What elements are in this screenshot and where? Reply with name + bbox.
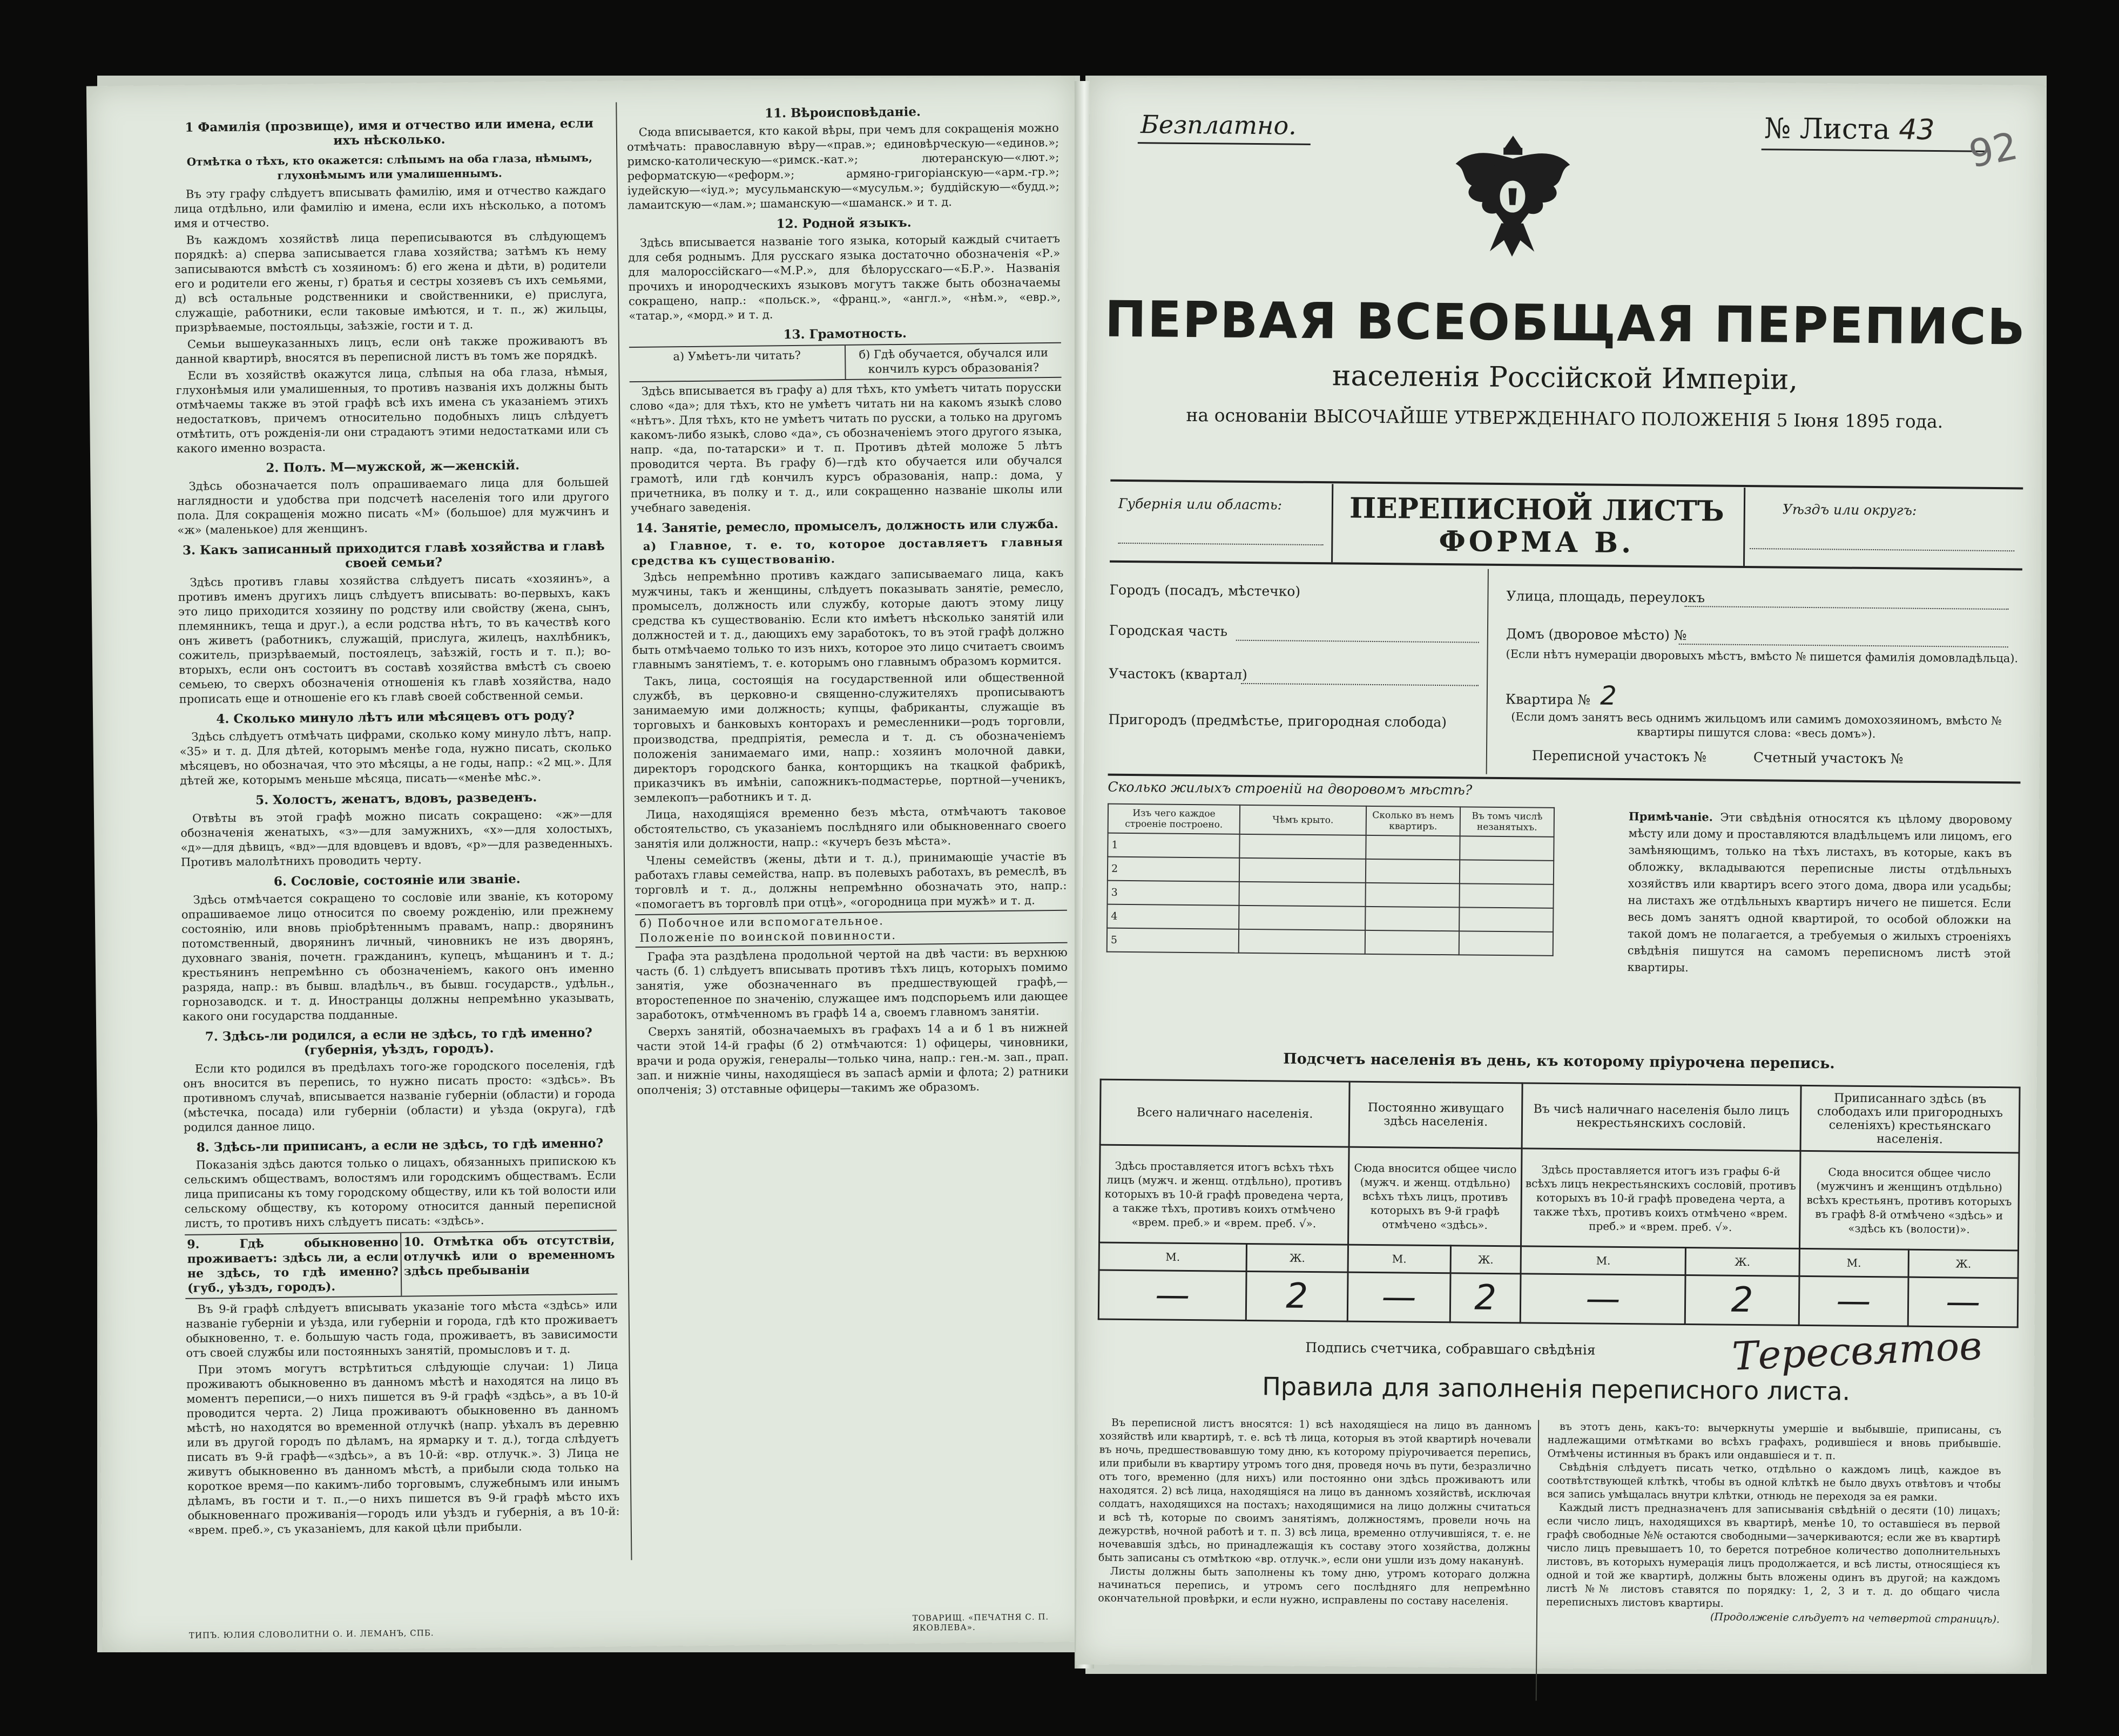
section-1-heading: 1 Фамилія (прозвище), имя и отчество или имена, если ихъ нѣсколько.	[185, 116, 593, 148]
province-label: Губернія или область:	[1118, 495, 1283, 513]
sheet-underline	[1762, 148, 1988, 152]
apartment-label-text: Квартира №	[1505, 691, 1591, 708]
paragraph: Здѣсь обозначается полъ опрашиваемаго лица для большей наглядности и удобства при подсчетѣ населенія того или другого пола. Для сокращенія можно писать «М» (большое) для мужчинъ и «ж» (маленькое) для женщинъ.	[177, 475, 610, 537]
buildings-header: Сколько въ немъ квартиръ.	[1366, 806, 1460, 836]
street-label: Улица, площадь, переулокъ	[1506, 588, 1705, 606]
male-label: М.	[1099, 1242, 1246, 1271]
rules-column-2	[1546, 1420, 2001, 1626]
paragraph: Здѣсь непремѣнно противъ каждаго записываемаго лица, какъ мужчины, такъ и женщины, слѣдуетъ показывать занятіе, ремесло, промыселъ, должность или службу, которые даютъ этому лицу средства къ существованію. Если кто имѣетъ нѣсколько занятій или должностей и т. д., дающихъ ему заработокъ, то въ этой графѣ должно быть отмѣчаемо только то изъ нихъ, которое это лицо считаетъ своимъ главнымъ занятіемъ, т. е. которымъ оно главнымъ образомъ кормится.	[631, 566, 1064, 672]
left-column-2	[626, 98, 1069, 1100]
left-imprint: ТИПЪ. ЮЛИЯ СЛОВОЛИТНИ О. И. ЛЕМАНЪ, СПБ.	[188, 1628, 434, 1640]
address-divider	[1486, 569, 1489, 774]
paragraph: Показанія здѣсь даются только о лицахъ, обязанныхъ припискою къ сельскимъ обществамъ, волостямъ или городскимъ обществамъ. Если лица приписаны къ тому городскому обществу, или къ той волости или сельскому обществу, къ которому относится данный переписной листъ, то противъ нихъ слѣдуетъ писать: «здѣсь».	[184, 1154, 617, 1230]
table-cell[interactable]	[1460, 836, 1554, 861]
section-11-heading: 11. Вѣроисповѣданіе.	[764, 104, 921, 121]
section-12-heading: 12. Родной языкъ.	[776, 215, 912, 232]
paragraph: Каждый листъ предназначенъ для записыванія свѣдѣній о десяти (10) лицахъ; если число лицъ, находящихся въ квартирѣ, менѣе 10, то оставшіеся въ первой графѣ свободные №№ остаются свободными—зачеркиваются; если же въ квартирѣ число лицъ превышаетъ 10, то берется потребное количество дополнительныхъ листовъ, въ которыхъ нумерація лицъ продолжается, и всѣ листы, относящіеся къ одной и той же квартирѣ, должны быть вложены одинъ въ другой; на каждомъ листѣ №№ листовъ ставятся по порядку: 1, 2, 3 и т. д. до общаго числа переписныхъ листовъ квартиры.	[1546, 1502, 2001, 1610]
table-cell[interactable]	[1366, 859, 1460, 884]
table-row	[1107, 881, 1553, 908]
district-field[interactable]	[1241, 682, 1479, 686]
paragraph: Листы должны быть заполнены къ тому дню, утромъ котораго должна начинаться перепись, и утромъ сего послѣдняго для непремѣнно окончательной провѣрки, и если нужно, исправлены по составу населенія.	[1098, 1565, 1530, 1608]
sheet-number-label: № Листа	[1764, 112, 1891, 146]
row-number: 2	[1108, 857, 1239, 882]
buildings-header: Чѣмъ крыто.	[1240, 805, 1366, 835]
sheet-number-value: 43	[1899, 113, 1935, 146]
paragraph: Въ переписной листъ вносятся: 1) всѣ находящіеся на лицо въ данномъ хозяйствѣ или квартирѣ, т. е. всѣ тѣ лица, которыя въ этой квартирѣ ночевали въ ночь, предшествовавшую тому дню, къ которому пріурочивается перепись, или прибыли въ квартиру утромъ того дня, проведя ночь въ пути, безразлично отъ того, временно (для нихъ) или постоянно они здѣсь проживаютъ или находятся. 2) всѣ лица, находящіяся на лицо въ данномъ хозяйствѣ, исключая солдатъ, находящихся на постахъ; находящимися на лицо должны считаться и всѣ тѣ, которые по своимъ занятіямъ, должностямъ, провели ночь на дежурствѣ, ночной работѣ и т. п. 3) всѣ лица, временно отлучившіяся, т. е. не ночевавшія здѣсь, но принадлежащія къ составу этого хозяйства, должны быть записаны съ отмѣткою «вр. отлучк.», если они ушли изъ дому наканунѣ.	[1098, 1416, 1532, 1568]
city-part-label: Городская часть	[1109, 622, 1228, 639]
count-header: Всего наличнаго населенія.	[1100, 1079, 1349, 1147]
table-cell[interactable]	[1459, 883, 1553, 908]
form-title	[1337, 492, 1737, 560]
document-subtitle: населенія Россійской Имперіи,	[1332, 360, 1798, 396]
free-underline	[1138, 142, 1311, 145]
continuation-note: (Продолженіе слѣдуетъ на четвертой страницѣ).	[1710, 1611, 2000, 1626]
right-imprint: ТОВАРИЩ. «ПЕЧАТНЯ С. П. ЯКОВЛЕВА».	[912, 1612, 1049, 1633]
table-cell[interactable]	[1459, 907, 1553, 932]
section-14b-heading: б) Побочное или вспомогательное.	[639, 914, 884, 930]
note-text: Эти свѣдѣнія относятся къ цѣлому дворовому мѣсту или дому и проставляются владѣльцемъ или лицомъ, его замѣняющимъ, только на тѣхъ листахъ, въ которые, какъ въ обложку, вкладываются переписные листы отдѣльныхъ хозяйствъ или квартиръ всего этого дома, двора или усадьбы; на листахъ же отдѣльныхъ квартиръ ничего не пишется. Если весь домъ занятъ одной квартирой, то особой обложки на такой домъ не полагается, а требуемыя о жилыхъ строеніяхъ свѣдѣнія пишутся на самомъ переписномъ листѣ этой квартиры.	[1627, 810, 2013, 975]
house-note: (Если нѣтъ нумераціи дворовыхъ мѣстъ, вмѣсто № пишется фамилія домовладѣльца).	[1506, 647, 2019, 665]
counter-signature: Тересвятов	[1731, 1322, 1983, 1379]
paragraph: Въ каждомъ хозяйствѣ лица переписываются въ слѣдующемъ порядкѣ: а) сперва записывается глава хозяйства; затѣмъ къ нему записываются вмѣстѣ съ хозяиномъ: б) его жена и дѣти, в) родители его и родители его жены, г) братья и сестры хозяевъ съ ихъ семьями, д) всѣ остальные родственники и свойственники, е) прислуга, служащіе, работники, если таковые имѣются, и т. п., ж) жильцы, призрѣваемые, постояльцы, заѣзжіе, гости и т. д.	[174, 229, 608, 334]
form-title-line-1: ПЕРЕПИСНОЙ ЛИСТЪ	[1349, 491, 1724, 528]
paragraph: Лица, находящіяся временно безъ мѣста, отмѣчаютъ таковое обстоятельство, съ указаніемъ послѣдняго или обыкновеннаго своего занятія или должности, напр.: «кучеръ безъ мѣста».	[634, 803, 1067, 851]
section-14b-box	[635, 910, 1068, 948]
count-value[interactable]: —	[1347, 1272, 1450, 1322]
table-cell[interactable]	[1239, 858, 1366, 883]
count-value[interactable]: —	[1098, 1270, 1246, 1320]
section-8-heading: 8. Здѣсь-ли приписанъ, а если не здѣсь, то гдѣ именно?	[196, 1136, 604, 1155]
table-row	[1107, 904, 1553, 932]
signature-label: Подпись счетчика, собравшаго свѣдѣнія	[1305, 1339, 1596, 1358]
counting-district-label: Счетный участокъ №	[1753, 749, 1904, 767]
imperial-eagle-icon	[1450, 131, 1575, 267]
paragraph: Семьи вышеуказанныхъ лицъ, если онѣ также проживаютъ въ данной квартирѣ, вносятся въ переписной листъ въ томъ же порядкѣ.	[176, 333, 608, 366]
left-page	[86, 76, 1091, 1652]
section-13b-heading: б) Гдѣ обучается, обучался или кончилъ курсъ образованія?	[859, 346, 1049, 376]
paragraph: Здѣсь вписывается въ графу а) для тѣхъ, кто умѣетъ читать порусски слово «да»; для тѣхъ, кто не умѣетъ читать ни на какомъ языкѣ слово «нѣтъ». Для тѣхъ, кто не умѣетъ читать по русски, а только на другомъ какомъ-либо языкѣ, слово «да», съ обозначеніемъ этого другого языка, напр. «да, по-татарски» и т. п. Противъ дѣтей моложе 5 лѣтъ проводится черта. Въ графу б)—гдѣ кто обучается или обучался грамотѣ, или гдѣ кончилъ курсъ образованія, напр.: дома, у причетника, въ полку и т. д., или сокращенно названіе школы или учебнаго заведенія.	[630, 380, 1063, 515]
count-header: Постоянно живущаго здѣсь населенія.	[1349, 1082, 1522, 1149]
document-title: ПЕРВАЯ ВСЕОБЩАЯ ПЕРЕПИСЬ	[1104, 290, 2027, 356]
count-value[interactable]: 2	[1246, 1271, 1348, 1321]
section-2-heading: 2. Полъ. М—мужской, ж—женскій.	[266, 458, 520, 476]
house-label: Домъ (дворовое мѣсто) №	[1506, 626, 1687, 644]
row-number: 5	[1107, 928, 1239, 953]
count-description: Сюда вносится общее число (мужчинъ и женщинъ отдѣльно) всѣхъ крестьянъ, противъ которыхъ въ графѣ 8-й отмѣчено «здѣсь» и «здѣсь къ (волости)».	[1799, 1151, 2019, 1251]
paragraph: Если кто родился въ предѣлахъ того-же городского поселенія, гдѣ онъ вносится въ перепись, то нужно писать просто: «здѣсь». Въ противномъ случаѣ, вписывается названіе губерніи (области) и города (мѣстечка, посада) или губерніи (области) и уѣзда (округа), гдѣ родился данное лицо.	[183, 1058, 616, 1134]
province-field[interactable]	[1118, 542, 1323, 545]
sheet-number	[1764, 112, 1935, 146]
buildings-header: Въ томъ числѣ незанятыхъ.	[1460, 807, 1554, 837]
paragraph: Въ эту графу слѣдуетъ вписывать фамилію, имя и отчество каждаго лица отдѣльно, или фамилію и имена, если ихъ нѣсколько, а потомъ имя и отчество.	[174, 183, 606, 230]
paragraph: Здѣсь слѣдуетъ отмѣчать цифрами, сколько кому минуло лѣтъ, напр. «35» и т. д. Для дѣтей, которымъ менѣе года, нужно писать, сколько мѣсяцевъ, но обозначая, что это мѣсяцы, а не годы, напр.: «2 мц.». Для дѣтей же, которымъ меньше мѣсяца, писать—«менѣе мѣс.».	[179, 726, 612, 787]
table-cell[interactable]	[1365, 907, 1459, 931]
uezd-label: Уѣздъ или округъ:	[1782, 501, 1917, 518]
table-cell[interactable]	[1459, 931, 1553, 956]
female-label: Ж.	[1450, 1246, 1521, 1274]
count-description: Здѣсь проставляется итогъ всѣхъ тѣхъ лицъ (мужч. и женщ. отдѣльно), противъ которыхъ въ 10-й графѣ проведена черта, а также тѣхъ, противъ коихъ отмѣчено «врем. преб.» и «врем. преб. √».	[1099, 1145, 1349, 1245]
section-13-heading: 13. Грамотность.	[783, 326, 907, 342]
military-heading: Положеніе по воинской повинности.	[639, 929, 897, 945]
paragraph: Такъ, лица, состоящія на государственной или общественной службѣ, въ церковно-и священно-служителяхъ прописываютъ занимаемую ими должность; купцы, фабриканты, служащіе въ торговыхъ и банковыхъ конторахъ и ремесленники—родъ торговли, производства, предпріятія, ремесла и т. д. съ обозначеніемъ положенія занимаемаго ими, напр.: хозяинъ молочной давки, директоръ городского банка, конторщикъ на ткацкой фабрикѣ, приказчикъ въ имѣніи, сапожникъ-подмастерье, портной—ученикъ, землекопъ—работникъ и т. д.	[632, 670, 1066, 805]
buildings-table	[1106, 803, 1555, 956]
row-number: 3	[1107, 881, 1239, 906]
male-label: М.	[1348, 1245, 1450, 1273]
paragraph: Здѣсь вписывается названіе того языка, который каждый считаетъ для себя роднымъ. Для русскаго языка достаточно обозначенія «Р.» для малороссійскаго—«М.Р.», для бѣлорусскаго—«Б.Р.». Названія прочихъ и инородческихъ языковъ могутъ также быть обозначаемы сокращено, напр.: «польск.», «франц.», «англ.», «нѣм.», «евр.», «татар.», «морд.» и т. д.	[628, 232, 1061, 323]
paragraph: Въ 9-й графѣ слѣдуетъ вписывать указаніе того мѣста «здѣсь» или названіе губерніи и уѣзда, или губерніи и города, гдѣ кто проживаетъ обыкновенно, т. е. большую часть года, проживаетъ, въ зависимости отъ своей службы или постоянныхъ занятій, промысловъ и т. д.	[185, 1298, 618, 1360]
female-label: Ж.	[1246, 1244, 1348, 1272]
table-cell[interactable]	[1239, 882, 1365, 907]
section-3-heading: 3. Какъ записанный приходится главѣ хозяйства и главѣ своей семьи?	[182, 538, 605, 571]
female-label: Ж.	[1908, 1249, 2018, 1278]
count-value[interactable]: —	[1521, 1274, 1686, 1325]
table-cell[interactable]	[1366, 835, 1460, 860]
district-label: Участокъ (квартал)	[1109, 665, 1247, 683]
street-field[interactable]	[1684, 605, 2008, 610]
rules-column-1	[1098, 1416, 1531, 1609]
table-cell[interactable]	[1460, 860, 1554, 884]
count-header: Въ чисѣ наличнаго населенія было лицъ некрестьянскихъ сословій.	[1522, 1083, 1800, 1151]
count-value[interactable]: 2	[1685, 1275, 1799, 1326]
census-district-label: Переписной участокъ №	[1531, 747, 1707, 765]
count-description: Здѣсь проставляется итогъ изъ графы 6-й всѣхъ лицъ некрестьянскихъ сословій, противъ которыхъ въ 10-й графѣ проведена черта, а также тѣхъ, противъ коихъ отмѣчено «врем. преб.» и «врем. преб. √».	[1521, 1149, 1800, 1248]
table-cell[interactable]	[1365, 930, 1459, 955]
section-13-subheads	[629, 342, 1062, 382]
note-title: Примѣчаніе.	[1628, 809, 1713, 824]
table-row	[1107, 928, 1553, 956]
table-row	[1108, 857, 1554, 884]
table-cell[interactable]	[1239, 834, 1366, 859]
paragraph: При этомъ могутъ встрѣтиться слѣдующіе случаи: 1) Лица проживаютъ обыкновенно въ данномъ мѣстѣ и находятся на лицо въ моментъ переписи,—о нихъ пишется въ 9-й графѣ «здѣсь», а въ 10-й проводится черта. 2) Лица проживаютъ обыкновенно въ данномъ мѣстѣ, но находятся во временной отлучкѣ (напр. уѣхалъ въ деревню или въ другой городъ по дѣламъ, на ярмарку и т. д.), тогда слѣдуетъ писать въ 9-й графѣ—«здѣсь», а въ 10-й: «вр. отлучк.». 3) Лица не живутъ обыкновенно въ данномъ мѣстѣ, а прибыли сюда только на короткое время—по какимъ-либо торговымъ, служебнымъ или инымъ дѣламъ, въ гости и т. п.,—о нихъ пишется въ 9-й графѣ мѣсто ихъ обыкновеннаго проживанія—городъ или уѣздъ и губернія, а въ 10-й: «врем. преб.», съ указаніемъ, для какой цѣли прибыли.	[186, 1359, 620, 1537]
rules-title: Правила для заполненія переписного листа.	[1261, 1372, 1851, 1406]
house-field[interactable]	[1679, 643, 2008, 647]
section-14-heading: 14. Занятіе, ремесло, промыселъ, должность или служба.	[636, 516, 1058, 536]
city-label: Городъ (посадъ, мѣстечко)	[1109, 582, 1301, 599]
section-6-heading: 6. Сословіе, состояніе или званіе.	[273, 872, 521, 889]
table-row	[1108, 833, 1554, 861]
male-label: М.	[1799, 1248, 1909, 1277]
document-basis: на основаніи ВЫСОЧАЙШЕ УТВЕРЖДЕННАГО ПОЛОЖЕНІЯ 5 Іюня 1895 года.	[1186, 404, 1943, 433]
section-5-heading: 5. Холостъ, женатъ, вдовъ, разведенъ.	[255, 789, 537, 808]
section-10-heading: 10. Отмѣтка объ отсутствіи, отлучкѣ или о временномъ здѣсь пребываніи	[403, 1233, 615, 1279]
apartment-note: (Если домъ занятъ весь однимъ жильцомъ или самимъ домохозяиномъ, вмѣсто № квартиры пишутся слова: «весь домъ»).	[1511, 710, 2002, 741]
paragraph: Свѣдѣнія слѣдуетъ писать четко, отдѣльно о каждомъ лицѣ, каждое въ соотвѣтствующей клѣткѣ, чтобы въ одной клѣткѣ не было двухъ отвѣтовъ и чтобы вся запись умѣщалась внутри клѣтки, отнюдь не переходя за ея рамки.	[1547, 1461, 2001, 1504]
table-cell[interactable]	[1239, 906, 1365, 930]
section-13a-heading: а) Умѣетъ-ли читать?	[629, 346, 846, 381]
count-value[interactable]: —	[1908, 1277, 2018, 1327]
female-label: Ж.	[1685, 1248, 1799, 1276]
buildings-header: Изъ чего каждое строеніе построено.	[1108, 804, 1240, 834]
uezd-field[interactable]	[1750, 547, 2014, 551]
apartment-label	[1506, 680, 1617, 711]
count-table	[1098, 1079, 2021, 1328]
count-title: Подсчетъ населенія въ день, къ которому пріурочена перепись.	[1283, 1050, 1835, 1072]
count-value[interactable]: 2	[1450, 1273, 1521, 1323]
sections-9-10	[185, 1230, 617, 1299]
male-label: М.	[1521, 1246, 1685, 1275]
section-1-note: Отмѣтка о тѣхъ, кто окажется: слѣпымъ на оба глаза, нѣмымъ, глухонѣмымъ или умалишеннымъ.	[186, 151, 592, 182]
city-part-field[interactable]	[1236, 639, 1479, 643]
table-cell[interactable]	[1365, 883, 1459, 908]
free-label: Безплатно.	[1140, 110, 1297, 140]
right-page	[1076, 77, 2046, 1672]
count-description: Сюда вносится общее число (мужч. и женщ. отдѣльно) всѣхъ тѣхъ лицъ, противъ которыхъ въ 9-й графѣ отмѣчено «здѣсь».	[1348, 1147, 1522, 1246]
paragraph: Здѣсь противъ главы хозяйства слѣдуетъ писать «хозяинъ», а противъ именъ другихъ лицъ слѣдуетъ вписывать: во-первыхъ, какъ это лицо приходится хозяину по родству или свойству (жена, сынъ, племянникъ, теща и друг.), а если родства нѣтъ, то въ качествѣ кого онъ живетъ (работникъ, служащій, прислуга, жилецъ, нахлѣбникъ, сожитель, призрѣваемый, постоялецъ, заѣзжій, гость и т. п.); во-вторыхъ, если онъ состоитъ въ составѣ хозяйства вмѣстѣ съ своею семьею, то сверхъ обозначенія отношенія къ главѣ хозяйства, надо прописать еще и отношеніе его къ главѣ своей собственной семьи.	[178, 571, 611, 706]
left-column-1	[173, 111, 620, 1540]
apartment-value: 2	[1600, 680, 1617, 711]
paragraph: Отвѣты въ этой графѣ можно писать сокращено: «ж»—для обозначенія женатыхъ, «з»—для замужнихъ, «х»—для холостыхъ, «д»—для дѣвицъ, «вд»—для вдовцевъ и вдовъ, «р»—для разведенныхъ. Противъ малолѣтнихъ проводить черту.	[180, 807, 613, 869]
row-number: 4	[1107, 904, 1239, 929]
section-7-heading: 7. Здѣсь-ли родился, а если не здѣсь, то гдѣ именно? (губернія, уѣздъ, городъ).	[205, 1025, 592, 1058]
paragraph: Если въ хозяйствѣ окажутся лица, слѣпыя на оба глаза, нѣмыя, глухонѣмыя или умалишенныя, то противъ названія ихъ должны быть отмѣчаемы также въ этой графѣ всѣ ихъ имена съ указаніемъ этихъ недостатковъ, причемъ относительно подобныхъ лицъ слѣдуетъ отмѣтить, отъ рожденія-ли они страдаютъ этими недостатками или съ какого именно возраста.	[176, 364, 609, 455]
paragraph: Сюда вписывается, кто какой вѣры, при чемъ для сокращенія можно отмѣчать: православную вѣру—«прав.»; единовѣрческую—«единов.»; римско-католическую—«римск.-кат.»; лютеранскую—«лют.»; реформатскую—«реформ.»; армяно-григоріанскую—«арм.-гр.»; іудейскую—«іуд.»; мусульманскую—«мусульм.»; буддійскую—«будд.»; ламаитскую—«лам.»; шаманскую—«шаманск.» и т. д.	[626, 121, 1060, 212]
buildings-note	[1627, 808, 2012, 979]
form-title-line-2: ФОРМА В.	[1439, 525, 1635, 560]
rules-divider	[1536, 1420, 1540, 1701]
count-header: Приписаннаго здѣсь (въ слободахъ или пригородныхъ селеніяхъ) крестьянскаго населенія.	[1800, 1085, 2020, 1153]
paragraph: Здѣсь отмѣчается сокращено то сословіе или званіе, къ которому опрашиваемое лицо относится по своему рожденію, или прежнему состоянію, или вновь пріобрѣтеннымъ правамъ, напр.: дворянинъ потомственный, дворянинъ личный, чиновникъ не изъ дворянъ, духовнаго званія, почетн. гражданинъ, купецъ, мѣщанинъ и т. д.; крестьянинъ непремѣнно съ обозначеніемъ, какого онъ именно разряда, напр.: въ бывш. владѣльч., въ бывш. государств., удѣльн., горнозаводск. и т. д. Иностранцы должны непремѣнно указывать, какого они государства подданные.	[181, 889, 615, 1023]
margin-handwritten-number: 92	[1965, 123, 2022, 177]
paragraph: Графа эта раздѣлена продольной чертой на двѣ части: въ верхнюю часть (б. 1) слѣдуетъ вписывать противъ тѣхъ лицъ, которыхъ помимо занятія, уже обозначеннаго въ предшествующей графѣ,—второстепенное по значенію, служащее имъ подспорьемъ или дающее заработокъ, отмѣченномъ въ графѣ 14 а, своемъ главномъ занятіи.	[635, 945, 1068, 1022]
buildings-question: Сколько жилыхъ строеній на дворовомъ мѣстѣ?	[1108, 779, 1473, 798]
paragraph: въ этотъ день, какъ-то: вычеркнуты умершіе и выбывшіе, приписаны, съ надлежащими отмѣтками во всѣхъ графахъ, родившіеся и вновь прибывшіе. Отмѣчены истинныя въ бракъ или ондавшіеся и т. п.	[1547, 1421, 2002, 1462]
paragraph: Члены семействъ (жены, дѣти и т. д.), принимающіе участіе въ работахъ главы семейства, напр. въ полевыхъ работахъ, въ ремеслѣ, въ торговлѣ и т. д., должны непремѣнно обозначать это, напр.: «помогаетъ въ торговлѣ при отцѣ», «огородница при мужѣ» и т. д.	[635, 849, 1067, 911]
section-14a-heading: а) Главное, т. е. то, которое доставляетъ главныя средства къ существованію.	[631, 535, 1063, 568]
count-value[interactable]: —	[1799, 1276, 1909, 1326]
paragraph: Сверхъ занятій, обозначаемыхъ въ графахъ 14 а и б 1 въ нижней части этой 14-й графы (б 2) отмѣчаются: 1) офицеры, чиновники, врачи и рода оружія, генералы—только чина, напр.: ген.-м. зап., прап. зап. и нижніе чины, находящіеся въ запасѣ арміи и флота; 2) ратники ополченія; 3) отставные офицеры—такимъ же образомъ.	[636, 1021, 1069, 1097]
table-cell[interactable]	[1239, 929, 1365, 954]
suburb-label: Пригородъ (предмѣстье, пригородная слобода)	[1108, 711, 1447, 731]
section-4-heading: 4. Сколько минуло лѣтъ или мѣсяцевъ отъ роду?	[216, 708, 575, 727]
section-9-heading: 9. Гдѣ обыкновенно проживаетъ: здѣсь ли, а если не здѣсь, то гдѣ именно? (губ., уѣздъ, городъ).	[185, 1233, 402, 1298]
row-number: 1	[1108, 833, 1239, 858]
